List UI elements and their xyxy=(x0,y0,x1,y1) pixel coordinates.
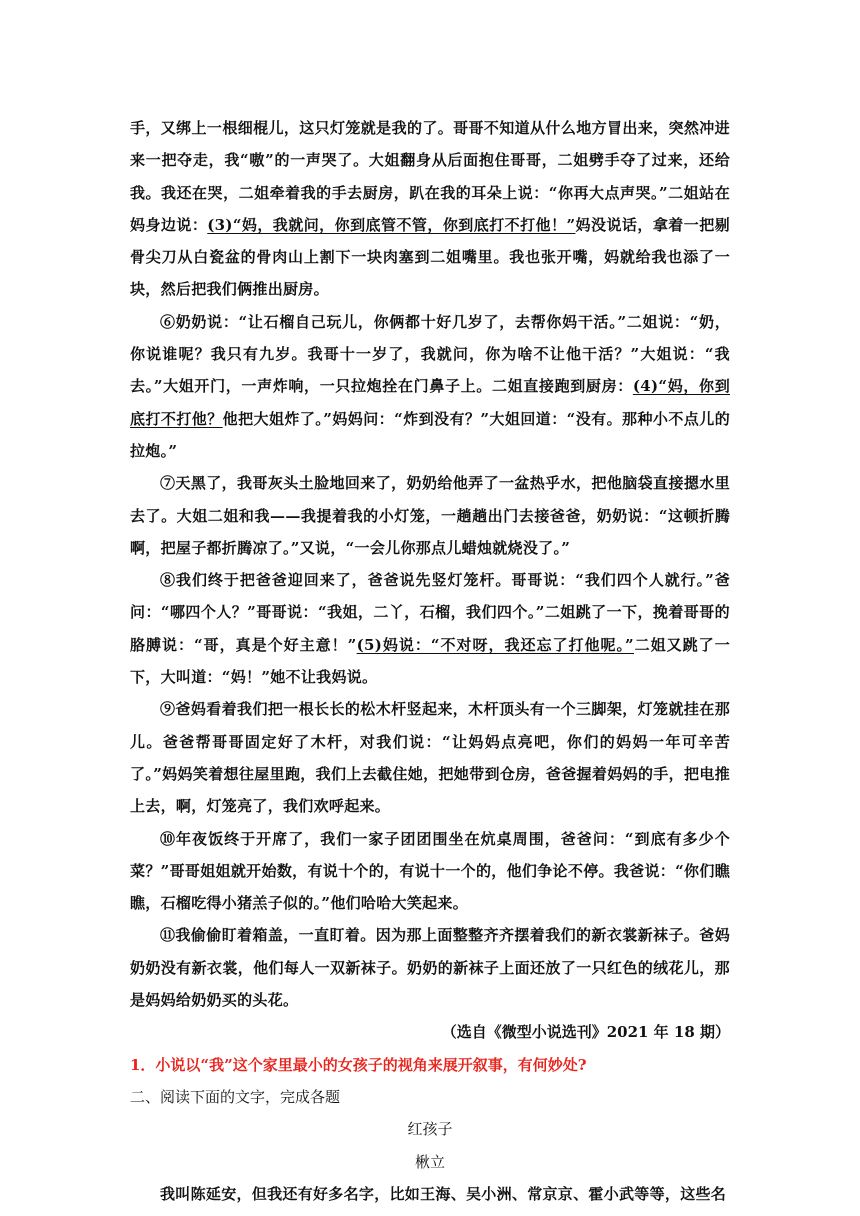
source-citation: （选自《微型小说选刊》2021 年 18 期） xyxy=(441,1023,730,1042)
underlined-sentence-5: (5)妈说：“不对呀，我还忘了打他呢。” xyxy=(356,635,634,654)
paragraph-7: ⑦天黑了，我哥灰头土脸地回来了，奶奶给他弄了一盆热乎水，把他脑袋直接摁水里去了。大姐二姐和我——我提着我的小灯笼，一趟趟出门去接爸爸，奶奶说：“这顿折腾啊，把屋子都折腾凉了。”又说，“一会儿你那点儿蜡烛就烧没了。” xyxy=(130,474,730,557)
paragraph-text: ⑥奶奶说：“让石榴自己玩儿，你俩都十好几岁了，去帮你妈干活。”二姐说：“奶，你说谁呢？我只有九岁。我哥十一岁了，我就问，你为啥不让他干活？”大姐说：“我去。”大姐开门，一声炸响，一只拉炮拴在门鼻子上。二姐直接跑到厨房： xyxy=(130,312,730,396)
paragraph-text: 二姐又跳了一下，大叫道：“妈！”她不让我妈说。 xyxy=(130,635,730,687)
paragraph-text: 手，又绑上一根细棍儿，这只灯笼就是我的了。哥哥不知道从什么地方冒出来，突然冲进来一把夺走，我“嗷”的一声哭了。大姐翻身从后面抱住哥哥，二姐劈手夺了过来，还给我。我还在哭，二姐牵着我的手去厨房，趴在我的耳朵上说：“你再大点声哭。”二姐站在妈身边说： xyxy=(130,119,730,234)
article-author: 楸立 xyxy=(414,1152,445,1171)
paragraph-6 xyxy=(130,306,730,467)
paragraph-text: ⑧我们终于把爸爸迎回来了，爸爸说先竖灯笼杆。哥哥说：“我们四个人就行。”爸问：“哪四个人？”哥哥说：“我姐，二丫，石榴，我们四个。”二姐跳了一下，挽着哥哥的胳膊说：“哥，真是个好主意！” xyxy=(130,571,730,654)
underlined-sentence-3: (3)“妈，我就问，你到底管不管，你到底打不打他！” xyxy=(207,215,576,234)
paragraph-10: ⑩年夜饭终于开席了，我们一家子团团围坐在炕桌周围，爸爸问：“到底有多少个菜？”哥哥姐姐就开始数，有说十个的，有说十一个的，他们争论不停。我爸说：“你们瞧瞧，石榴吃得小猪羔子似的。”他们哈哈大笑起来。 xyxy=(130,829,730,913)
paragraph-text: 他把大姐炸了。”妈妈问：“炸到没有？”大姐回道：“没有。那种小不点儿的拉炮。” xyxy=(130,409,730,460)
article-first-line: 我叫陈延安，但我还有好多名字，比如王海、吴小洲、常京京、霍小武等等，这些名 xyxy=(160,1184,727,1203)
document-page xyxy=(130,112,730,1210)
paragraph-8 xyxy=(130,564,730,693)
section-heading: 二、阅读下面的文字，完成各题 xyxy=(130,1087,341,1106)
paragraph-text: 妈没说话，拿着一把剔骨尖刀从白瓷盆的骨肉山上割下一块肉塞到二姐嘴里。我也张开嘴，妈就给我也添了一块，然后把我们俩推出厨房。 xyxy=(130,215,730,299)
question-1: 1．小说以“我”这个家里最小的女孩子的视角来展开叙事，有何妙处? xyxy=(130,1055,587,1074)
paragraph-continued xyxy=(130,112,730,306)
article-title: 红孩子 xyxy=(407,1120,453,1139)
paragraph-9: ⑨爸妈看着我们把一根长长的松木杆竖起来，木杆顶头有一个三脚架，灯笼就挂在那儿。爸爸帮哥哥固定好了木杆，对我们说：“让妈妈点亮吧，你们的妈妈一年可辛苦了。”妈妈笑着想往屋里跑，我们上去截住她，把她带到仓房，爸爸握着妈妈的手，把电推上去，啊，灯笼亮了，我们欢呼起来。 xyxy=(130,700,730,816)
underlined-sentence-4: (4)“妈，你到底打不打他？ xyxy=(130,377,730,428)
paragraph-11: ⑪我偷偷盯着箱盖，一直盯着。因为那上面整整齐齐摆着我们的新衣裳新袜子。爸妈奶奶没有新衣裳，他们每人一双新袜子。奶奶的新袜子上面还放了一只红色的绒花儿，那是妈妈给奶奶买的头花。 xyxy=(130,926,730,1010)
